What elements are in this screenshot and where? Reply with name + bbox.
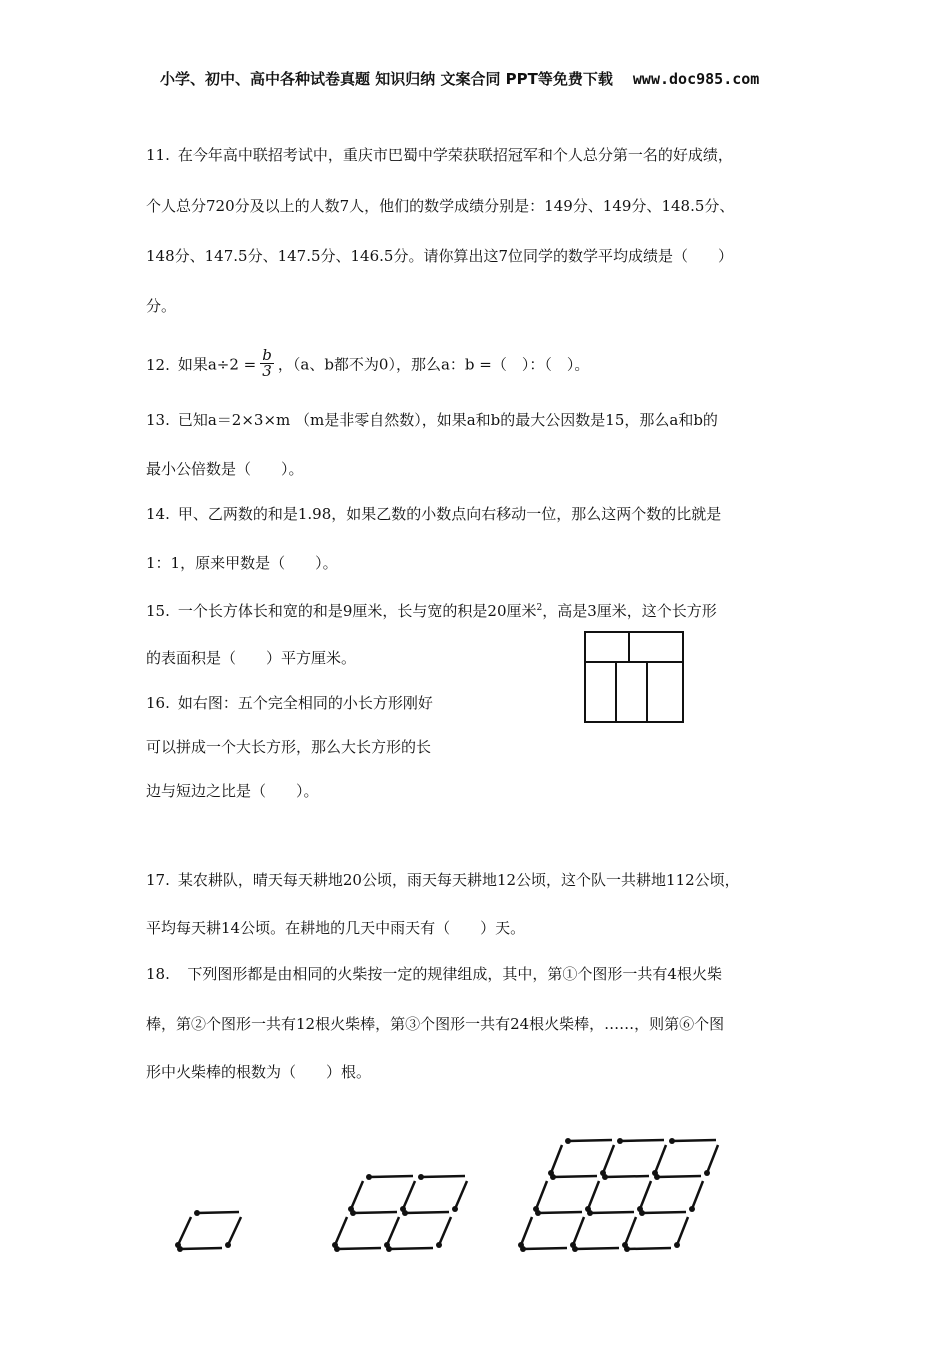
figure3-match-h	[617, 1138, 664, 1144]
figure2-match-h	[386, 1246, 433, 1252]
figure3-match-h	[654, 1174, 701, 1180]
figure3-match-v	[518, 1217, 532, 1248]
figure2-match-h	[402, 1210, 449, 1216]
q15-line1: 15. 一个长方体长和宽的和是9厘米，长与宽的积是20厘米$^2$，高是3厘米，这个长方形	[146, 602, 717, 620]
figure2-match-v	[348, 1181, 363, 1212]
q18-number: 18.	[146, 965, 170, 983]
q12-line: 12. 如果a÷2 = $\frac{b}{3}$ ，（a、b都不为0），那么a：b =（ ）：（ ）。	[146, 346, 590, 380]
fraction-b-over-3: $\frac{b}{3}$	[262, 346, 272, 380]
five-rectangles-figure	[583, 630, 686, 725]
q18-line3: 形中火柴棒的根数为（ ）根。	[146, 1063, 372, 1081]
page-header	[160, 68, 800, 89]
q14-line2: 1：1，原来甲数是（ ）。	[146, 554, 338, 572]
q13-line2: 最小公倍数是（ ）。	[146, 460, 304, 478]
figure3-match-v	[622, 1217, 636, 1248]
q13-number: 13.	[146, 411, 170, 429]
q15-line2: 的表面积是（ ）平方厘米。	[146, 649, 357, 667]
figure1-match-h	[177, 1246, 222, 1252]
figure3-match-v	[689, 1181, 703, 1212]
figure2-match-h	[418, 1174, 465, 1180]
figure3-match-v	[570, 1217, 584, 1248]
q16-line1: 16. 如右图：五个完全相同的小长方形刚好	[146, 694, 433, 712]
q11-line1: 11. 在今年高中联招考试中，重庆市巴蜀中学荣获联招冠军和个人总分第一名的好成绩，	[146, 146, 733, 164]
q18-line2: 棒，第②个图形一共有12根火柴棒，第③个图形一共有24根火柴棒，……，则第⑥个图	[146, 1015, 725, 1033]
figure1-match-v	[225, 1217, 241, 1248]
header-title: 小学、初中、高中各种试卷真题 知识归纳 文案合同 PPT等免费下载	[160, 70, 613, 88]
q17-line1: 17. 某农耕队，晴天每天耕地20公顷，雨天每天耕地12公顷，这个队一共耕地112公顷，	[146, 871, 740, 889]
q14-line1: 14. 甲、乙两数的和是1.98，如果乙数的小数点向右移动一位，那么这两个数的比就是	[146, 505, 722, 523]
figure3-match-v	[637, 1181, 651, 1212]
figure2-match-v	[452, 1181, 467, 1212]
figure1-match-v	[175, 1217, 191, 1248]
q11-number: 11.	[146, 146, 170, 164]
q16-line3: 边与短边之比是（ ）。	[146, 782, 319, 800]
figure2-match-h	[334, 1246, 381, 1252]
figure3-match-h	[602, 1174, 649, 1180]
q11-line3: 148分、147.5分、147.5分、146.5分。请你算出这7位同学的数学平均成绩是（ ）	[146, 247, 734, 265]
figure1-match-h	[194, 1210, 239, 1216]
figure2-match-v	[384, 1217, 399, 1248]
figure3-match-h	[669, 1138, 716, 1144]
q16-line2: 可以拼成一个大长方形，那么大长方形的长	[146, 738, 432, 756]
q16-number: 16.	[146, 694, 170, 712]
figure2-match-v	[332, 1217, 347, 1248]
q17-number: 17.	[146, 871, 170, 889]
figure2-match-h	[366, 1174, 413, 1180]
figure3-match-v	[674, 1217, 688, 1248]
q11-line2: 个人总分720分及以上的人数7人，他们的数学成绩分别是：149分、149分、148.5分、	[146, 197, 735, 215]
q11-line4: 分。	[146, 297, 177, 315]
figure3-match-h	[639, 1210, 686, 1216]
figure3-match-v	[548, 1145, 562, 1176]
figure3-match-h	[587, 1210, 634, 1216]
q13-line1: 13. 已知a＝2×3×m （m是非零自然数），如果a和b的最大公因数是15，那么a和b的	[146, 411, 718, 429]
q12-number: 12.	[146, 355, 170, 374]
figure3-match-h	[535, 1210, 582, 1216]
figure3-match-h	[624, 1246, 671, 1252]
figure3-match-v	[600, 1145, 614, 1176]
figure3-match-v	[652, 1145, 666, 1176]
q15-number: 15.	[146, 602, 170, 620]
figure3-match-v	[533, 1181, 547, 1212]
figure2-match-h	[350, 1210, 397, 1216]
q17-line2: 平均每天耕14公顷。在耕地的几天中雨天有（ ）天。	[146, 919, 526, 937]
q14-number: 14.	[146, 505, 170, 523]
figure3-match-h	[520, 1246, 567, 1252]
figure3-match-v	[704, 1145, 718, 1176]
q18-line1: 18. 下列图形都是由相同的火柴按一定的规律组成，其中，第①个图形一共有4根火柴	[146, 965, 722, 983]
figure3-match-h	[565, 1138, 612, 1144]
header-site[interactable]: www.doc985.com	[632, 70, 760, 88]
figure3-match-h	[550, 1174, 597, 1180]
matchstick-figures	[0, 1100, 950, 1280]
figure2-match-v	[436, 1217, 451, 1248]
figure3-match-h	[572, 1246, 619, 1252]
figure2-match-v	[400, 1181, 415, 1212]
figure3-match-v	[585, 1181, 599, 1212]
